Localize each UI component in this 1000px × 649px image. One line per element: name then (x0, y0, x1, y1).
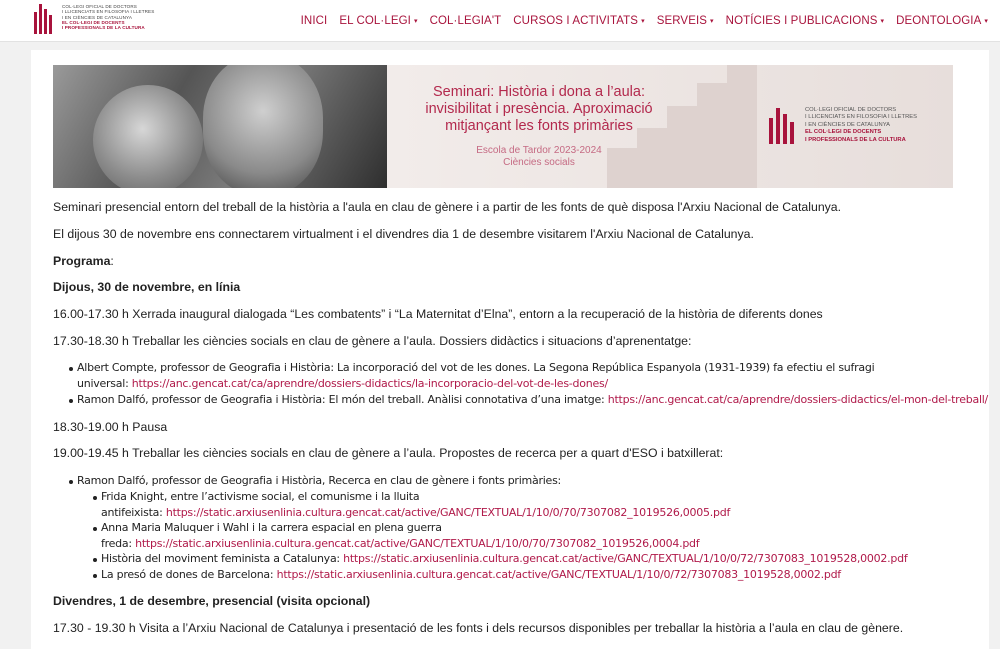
list-bullet (93, 574, 97, 578)
programa-colon: : (110, 254, 114, 268)
nav-item-label: NOTÍCIES I PUBLICACIONS (725, 15, 878, 27)
banner-logo (769, 107, 930, 144)
day2-heading-text: Divendres, 1 de desembre, presencial (visita opcional) (53, 594, 371, 608)
banner-logo-line: EL COL·LEGI DE DOCENTS (805, 129, 882, 136)
seminar-banner (53, 65, 953, 188)
session-2: 17.30-18.30 h Treballar les ciències socials en clau de gènere a l’aula. Dossiers didàctics i situacions d’aprenentatge: (53, 334, 692, 348)
day1-heading-text: Dijous, 30 de novembre, en línia (53, 280, 241, 294)
list-bullet (93, 527, 97, 531)
logo-line: EL COL·LEGI DE DOCENTS (62, 19, 125, 25)
logo-line: I LLICENCIATS EN FILOSOFIA I LLETRES (62, 9, 155, 15)
banner-title-line: mitjançant les fonts primàries (445, 118, 633, 134)
sub-list-item (101, 568, 841, 581)
banner-logo-text (805, 107, 930, 144)
list-bullet (93, 558, 97, 562)
nav-item-label: SERVEIS (656, 15, 708, 27)
sub-list-item (101, 490, 730, 519)
nav-item-serveis[interactable] (657, 15, 714, 27)
session-1: 16.00-17.30 h Xerrada inaugural dialogada “Les combatents” i “La Maternitat d’Elna”, entorn a la recuperació de la història de diferents dones (53, 307, 823, 321)
nav-item-label: INICI (300, 15, 328, 27)
pdf-link-frida-knight[interactable]: https://static.arxiusenlinia.cultura.gencat.cat/active/GANC/TEXTUAL/1/10/0/70/7307082_1019526,0005.pdf (165, 506, 731, 519)
sub-list-item-text: freda: (101, 537, 136, 550)
day2-heading (53, 594, 370, 608)
logo-text (62, 4, 172, 30)
mother-photo-shape (203, 65, 323, 188)
list-bullet (93, 496, 97, 500)
banner-logo-line: I LLICENCIATS EN FILOSOFIA I LLETRES (805, 114, 917, 121)
nav-item-deontologia[interactable] (896, 15, 988, 27)
pdf-link-preso-dones[interactable]: https://static.arxiusenlinia.cultura.gencat.cat/active/GANC/TEXTUAL/1/10/0/72/7307083_1019528,0002.pdf (276, 568, 841, 581)
nav-item-label: DEONTOLOGIA (896, 15, 982, 27)
session-5: 17.30 - 19.30 h Visita a l’Arxiu Nacional de Catalunya i presentació de les fonts i dels recursos disponibles per treballar la història a l’aula en clau de gènere. (53, 621, 904, 635)
chevron-down-icon: ▾ (710, 18, 714, 25)
sub-list-item-text: Història del moviment feminista a Catalunya: (101, 552, 344, 565)
banner-logo-line: I PROFESSIONALS DE LA CULTURA (805, 136, 906, 143)
banner-photo (53, 65, 387, 188)
list-item: Ramon Dalfó, professor de Geografia i Història, Recerca en clau de gènere i fonts primàries: (77, 474, 562, 487)
logo-mark-icon (34, 4, 58, 34)
sub-list-item-text: La presó de dones de Barcelona: (101, 568, 277, 581)
chevron-down-icon: ▾ (984, 18, 988, 25)
pdf-link-moviment-feminista[interactable]: https://static.arxiusenlinia.cultura.gencat.cat/active/GANC/TEXTUAL/1/10/0/72/7307083_1019528,0002.pdf (343, 552, 908, 565)
nav-item-label: CURSOS I ACTIVITATS (513, 15, 639, 27)
nav-item-collegiat[interactable] (430, 15, 502, 27)
programa-heading (53, 254, 114, 268)
list-item (77, 361, 874, 390)
day1-heading (53, 280, 240, 294)
list-item-text: universal: (77, 377, 132, 390)
pdf-link-anna-maria-maluquer[interactable]: https://static.arxiusenlinia.cultura.gencat.cat/active/GANC/TEXTUAL/1/10/0/70/7307082_1019526,0004.pdf (135, 537, 700, 550)
banner-title-line: invisibilitat i presència. Aproximació (425, 101, 653, 117)
nav-item-el-collegi[interactable] (339, 15, 417, 27)
article-content (31, 50, 989, 649)
site-header (0, 0, 1000, 42)
sub-list-item (101, 521, 699, 550)
nav-item-noticies-i-publicacions[interactable] (726, 15, 884, 27)
list-bullet (69, 480, 73, 484)
list-item-text: Albert Compte, professor de Geografia i Història: La incorporació del vot de les dones. La Segona República Espanyola (1931-1939) fa efectiu el sufragi (77, 361, 875, 374)
list-bullet (69, 367, 73, 371)
nav-item-label: EL COL·LEGI (339, 15, 411, 27)
main-nav (289, 0, 988, 42)
banner-subtitle-line: Escola de Tardor 2023-2024 (476, 145, 602, 156)
sub-list-item (101, 552, 907, 565)
nav-item-cursos-i-activitats[interactable] (513, 15, 644, 27)
session-4: 19.00-19.45 h Treballar les ciències socials en clau de gènere a l’aula. Propostes de recerca per a quart d'ESO i batxillerat: (53, 446, 724, 460)
logo-mark-icon (769, 108, 799, 144)
banner-title-line: Seminari: Història i dona a l’aula: (433, 84, 645, 100)
chevron-down-icon: ▾ (880, 18, 885, 25)
site-logo[interactable] (34, 4, 172, 34)
banner-logo-line: COL·LEGI OFICIAL DE DOCTORS (805, 107, 897, 113)
dates-paragraph: El dijous 30 de novembre ens connectarem virtualment i el divendres dia 1 de desembre visitarem l'Arxiu Nacional de Catalunya. (53, 227, 754, 241)
chevron-down-icon: ▾ (413, 18, 418, 25)
dossier-link-vot-dones[interactable]: https://anc.gencat.cat/ca/aprendre/dossiers-didactics/la-incorporacio-del-vot-de-les-dones/ (131, 377, 608, 390)
sub-list-item-text: Anna Maria Maluquer i Wahl i la carrera espacial en plena guerra (101, 521, 442, 534)
banner-subtitle (419, 145, 659, 169)
sub-list-item-text: antifeixista: (101, 506, 166, 519)
sub-list-item-text: Frida Knight, entre l’activisme social, el comunisme i la lluita (101, 490, 420, 503)
nav-item-label: COL·LEGIA'T (429, 15, 502, 27)
banner-subtitle-line: Ciències socials (503, 157, 575, 168)
chevron-down-icon: ▾ (641, 18, 645, 25)
logo-line: COL·LEGI OFICIAL DE DOCTORS (62, 4, 137, 9)
session-3: 18.30-19.00 h Pausa (53, 420, 168, 434)
nav-item-inici[interactable] (301, 15, 328, 27)
logo-line: I PROFESSIONALS DE LA CULTURA (62, 25, 145, 31)
dossier-link-mon-treball[interactable]: https://anc.gencat.cat/ca/aprendre/dossiers-didactics/el-mon-del-treball/ (607, 393, 989, 406)
list-item (77, 393, 988, 406)
list-item-text: Ramon Dalfó, professor de Geografia i Història: El món del treball. Anàlisi connotativa d’una imatge: (77, 393, 608, 406)
intro-paragraph: Seminari presencial entorn del treball de la història a l'aula en clau de gènere i a partir de les fonts de què disposa l'Arxiu Nacional de Catalunya. (53, 200, 842, 214)
banner-logo-line: I EN CIÈNCIES DE CATALUNYA (805, 121, 891, 128)
programa-label: Programa (53, 254, 111, 268)
list-bullet (69, 399, 73, 403)
banner-title (419, 84, 659, 135)
logo-line: I EN CIÈNCIES DE CATALUNYA (62, 14, 132, 20)
child-photo-shape (93, 85, 203, 188)
